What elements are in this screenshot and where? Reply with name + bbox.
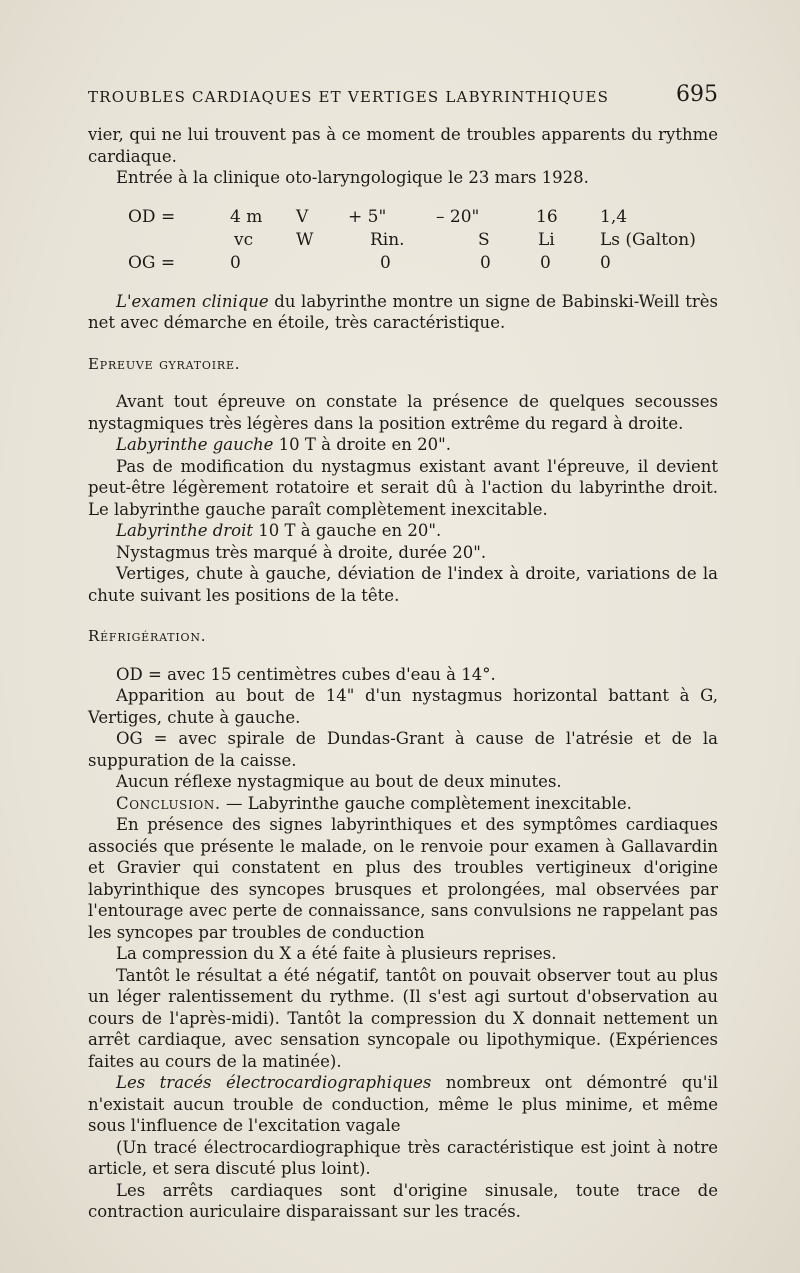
paragraph: Apparition au bout de 14" d'un nystagmus horizontal battant à G, Vertiges, chute à gauche. xyxy=(88,686,718,727)
intro-paragraph: vier, qui ne lui trouvent pas à ce moment de troubles apparents du rythme cardiaque. xyxy=(88,125,718,166)
page-body xyxy=(88,124,718,1223)
paragraph: Vertiges, chute à gauche, déviation de l'index à droite, variations de la chute suivant les positions de la tête. xyxy=(88,564,718,605)
table-cell: Ls (Galton) xyxy=(600,229,696,250)
admission-line: Entrée à la clinique oto-laryngologique le 23 mars 1928. xyxy=(116,168,589,187)
table-cell: 0 xyxy=(480,252,491,273)
conclusion-label: Conclusion. xyxy=(116,793,221,813)
paragraph: Nystagmus très marqué à droite, durée 20". xyxy=(116,542,487,562)
section-heading-gyratoire: Epreuve gyratoire. xyxy=(88,354,241,373)
table-cell: Rin. xyxy=(370,229,405,250)
labyrinth-left-label: Labyrinthe gauche xyxy=(116,435,274,454)
conclusion-paragraph xyxy=(88,793,718,815)
table-cell: 1,4 xyxy=(600,206,628,227)
running-title: TROUBLES CARDIAQUES ET VERTIGES LABYRINTHIQUES xyxy=(88,88,610,106)
conclusion-text: — Labyrinthe gauche complètement inexcitable. xyxy=(220,793,632,813)
paragraph: Les arrêts cardiaques sont d'origine sinusale, toute trace de contraction auriculaire disparaissant sur les tracés. xyxy=(88,1180,718,1221)
table-cell: W xyxy=(296,229,314,250)
paragraph: En présence des signes labyrinthiques et des symptômes cardiaques associés que présente le malade, on le renvoie pour examen à Gallavardin et Gravier qui constatent en plus des troubles vertigineux d'origine labyrinthique des syncopes brusques et prolongées, mal observées par l'entourage avec perte de connaissance, sans convulsions ne rappelant pas les syncopes par troubles de conduction xyxy=(88,815,718,942)
table-cell: vc xyxy=(234,229,254,250)
paragraph xyxy=(88,434,718,456)
paragraph: Tantôt le résultat a été négatif, tantôt on pouvait observer tout au plus un léger ralentissement du rythme. (Il s'est agi surtout d'observation au cours de l'après-midi). Tantôt la compression du X donnait nettement un arrêt cardiaque, avec sensation syncopale ou lipothymique. (Expériences faites au cours de la matinée). xyxy=(88,965,718,1071)
table-cell: V xyxy=(296,206,309,227)
running-header xyxy=(88,82,718,112)
table-cell: 0 xyxy=(230,252,241,273)
table-cell: 0 xyxy=(600,252,611,273)
table-cell: – 20" xyxy=(436,206,480,227)
paragraph xyxy=(88,520,718,542)
clinical-text: du labyrinthe montre un signe de Babinski-Weill très net avec démarche en étoile, très caractéristique. xyxy=(88,291,718,332)
page-number: 695 xyxy=(676,82,718,107)
paragraph: OG = avec spirale de Dundas-Grant à cause de l'atrésie et de la suppuration de la caisse. xyxy=(88,729,718,770)
table-cell: OG = xyxy=(128,252,176,273)
table-cell: 0 xyxy=(540,252,551,273)
ecg-label: Les tracés électrocardiographiques xyxy=(116,1073,432,1092)
paragraph-text: 10 T à gauche en 20". xyxy=(253,521,442,540)
paragraph: OD = avec 15 centimètres cubes d'eau à 14°. xyxy=(116,664,496,684)
paragraph-text: 10 T à droite en 20". xyxy=(273,435,451,454)
clinical-paragraph xyxy=(88,291,718,334)
table-cell: 4 m xyxy=(230,206,263,227)
acoumetry-table xyxy=(88,207,718,277)
section-heading-refrigeration: Réfrigération. xyxy=(88,627,207,645)
table-cell: 0 xyxy=(380,252,391,273)
paragraph: Pas de modification du nystagmus existant avant l'épreuve, il devient peut-être légèrement rotatoire et serait dû à l'action du labyrinthe droit. Le labyrinthe gauche paraît complètement inexcitable. xyxy=(88,456,718,519)
paragraph xyxy=(88,1072,718,1137)
table-cell: OD = xyxy=(128,206,176,227)
labyrinth-right-label: Labyrinthe droit xyxy=(116,521,254,540)
table-cell: S xyxy=(478,229,490,250)
paragraph-text: nombreux ont démontré qu'il n'existait aucun trouble de conduction, même le plus minime, et même sous l'influence de l'excitation vagale xyxy=(88,1073,718,1135)
clinical-em: L'examen clinique xyxy=(116,291,269,311)
table-cell: + 5" xyxy=(348,206,387,227)
table-cell: Li xyxy=(538,229,555,250)
paragraph: (Un tracé électrocardiographique très caractéristique est joint à notre article, et sera discuté plus loint). xyxy=(88,1137,718,1178)
paragraph: La compression du X a été faite à plusieurs reprises. xyxy=(116,944,557,963)
table-cell: 16 xyxy=(536,206,558,227)
paragraph: Aucun réflexe nystagmique au bout de deux minutes. xyxy=(116,772,562,791)
paragraph: Avant tout épreuve on constate la présence de quelques secousses nystagmiques très légères dans la position extrême du regard à droite. xyxy=(88,392,718,433)
